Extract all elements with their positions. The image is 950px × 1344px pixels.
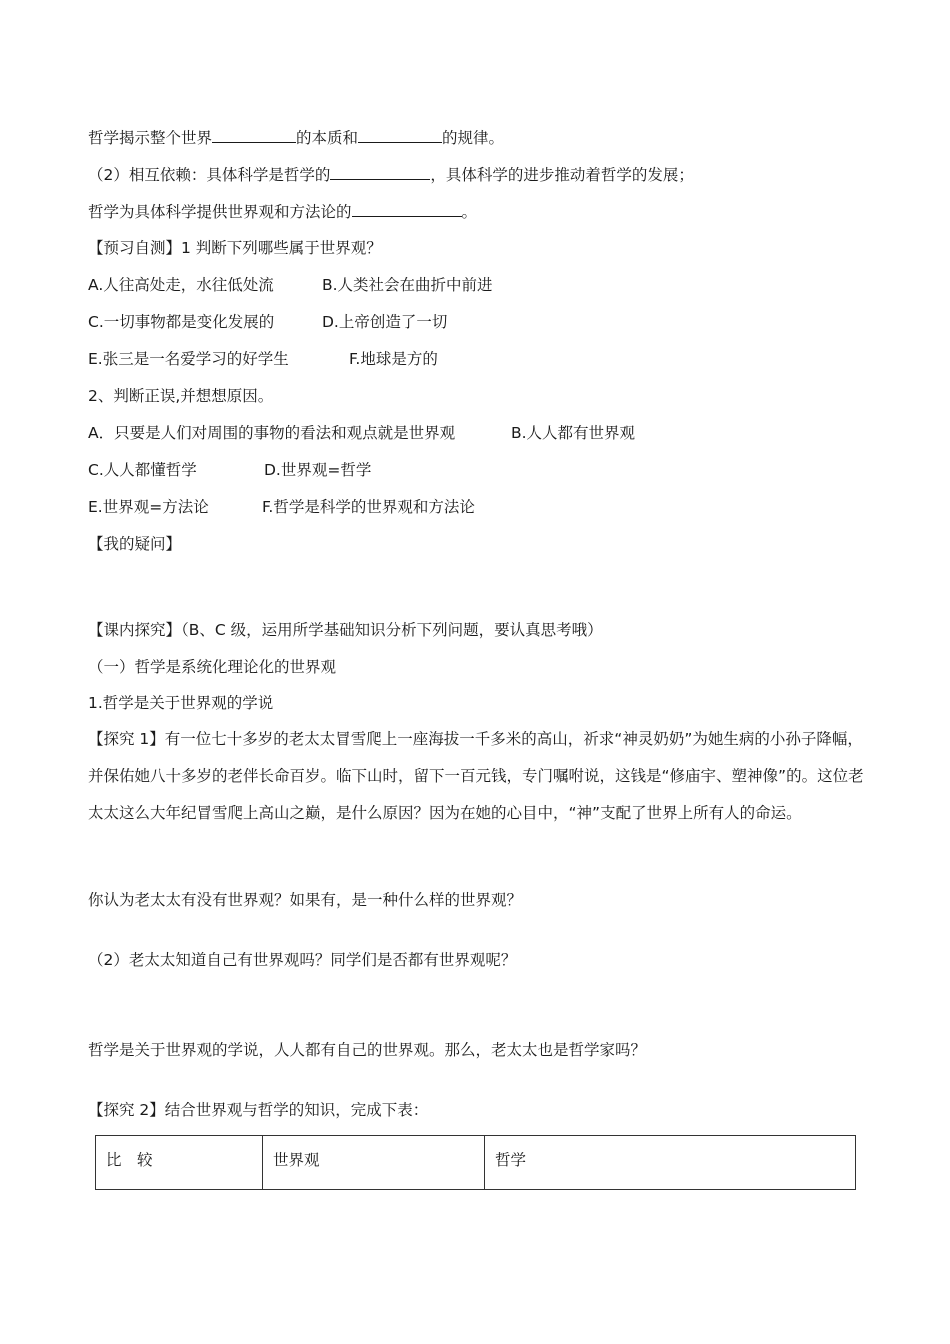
exploration-1-paragraph: 【探究 1】有一位七十多岁的老太太冒雪爬上一座海拔一千多米的高山，祈求“神灵奶奶”为她生病的小孙子降幅，并保佑她八十多岁的老伴长命百岁。临下山时，留下一百元钱，专门嘱咐说，这钱是“修庙宇、塑神像”的。这位老太太这么大年纪冒雪爬上高山之巅，是什么原因？因为在她的心目中，“神”支配了世界上所有人的命运。	[88, 730, 864, 822]
line-mutual-dependence: （2）相互依赖：具体科学是哲学的 ，具体科学的进步推动着哲学的发展；	[88, 163, 694, 185]
judge-row-ef: E.世界观=方法论 F.哲学是科学的世界观和方法论	[88, 498, 475, 516]
table-header-compare: 比 较	[96, 1136, 263, 1190]
question-1: 你认为老太太有没有世界观？如果有，是一种什么样的世界观？	[88, 891, 523, 909]
fill-blank[interactable]	[352, 200, 462, 217]
judge-heading: 2、判断正误,并想想原因。	[88, 387, 274, 405]
option-row-cd: C.一切事物都是变化发展的 D.上帝创造了一切	[88, 313, 448, 331]
table-row	[96, 1136, 856, 1190]
judge-row-ab: A．只要是人们对周围的事物的看法和观点就是世界观 B.人人都有世界观	[88, 424, 636, 442]
subsection-heading: 1.哲学是关于世界观的学说	[88, 694, 274, 712]
line-philosophy-reveals: 哲学揭示整个世界 的本质和 的规律。	[88, 126, 504, 148]
table-header-philosophy: 哲学	[485, 1136, 856, 1190]
fill-blank[interactable]	[358, 126, 442, 143]
option-row-ab: A.人往高处走，水往低处流 B.人类社会在曲折中前进	[88, 276, 493, 294]
question-3: 哲学是关于世界观的学说，人人都有自己的世界观。那么，老太太也是哲学家吗？	[88, 1041, 647, 1059]
my-questions-heading: 【我的疑问】	[88, 535, 182, 553]
class-exploration-heading: 【课内探究】（B、C 级，运用所学基础知识分析下列问题，要认真思考哦）	[88, 621, 603, 639]
judge-row-cd: C.人人都懂哲学 D.世界观=哲学	[88, 461, 372, 479]
table-header-worldview: 世界观	[263, 1136, 485, 1190]
line-worldview-methodology: 哲学为具体科学提供世界观和方法论的 。	[88, 200, 477, 222]
exploration-2-heading: 【探究 2】结合世界观与哲学的知识，完成下表：	[88, 1101, 429, 1119]
preview-test-heading: 【预习自测】1 判断下列哪些属于世界观？	[88, 239, 382, 257]
option-row-ef: E.张三是一名爱学习的好学生 F.地球是方的	[88, 350, 438, 368]
question-2: （2）老太太知道自己有世界观吗？同学们是否都有世界观呢？	[88, 951, 517, 969]
comparison-table	[95, 1135, 856, 1190]
fill-blank[interactable]	[330, 163, 430, 180]
fill-blank[interactable]	[212, 126, 296, 143]
section-one-heading: （一）哲学是系统化理论化的世界观	[88, 658, 337, 676]
